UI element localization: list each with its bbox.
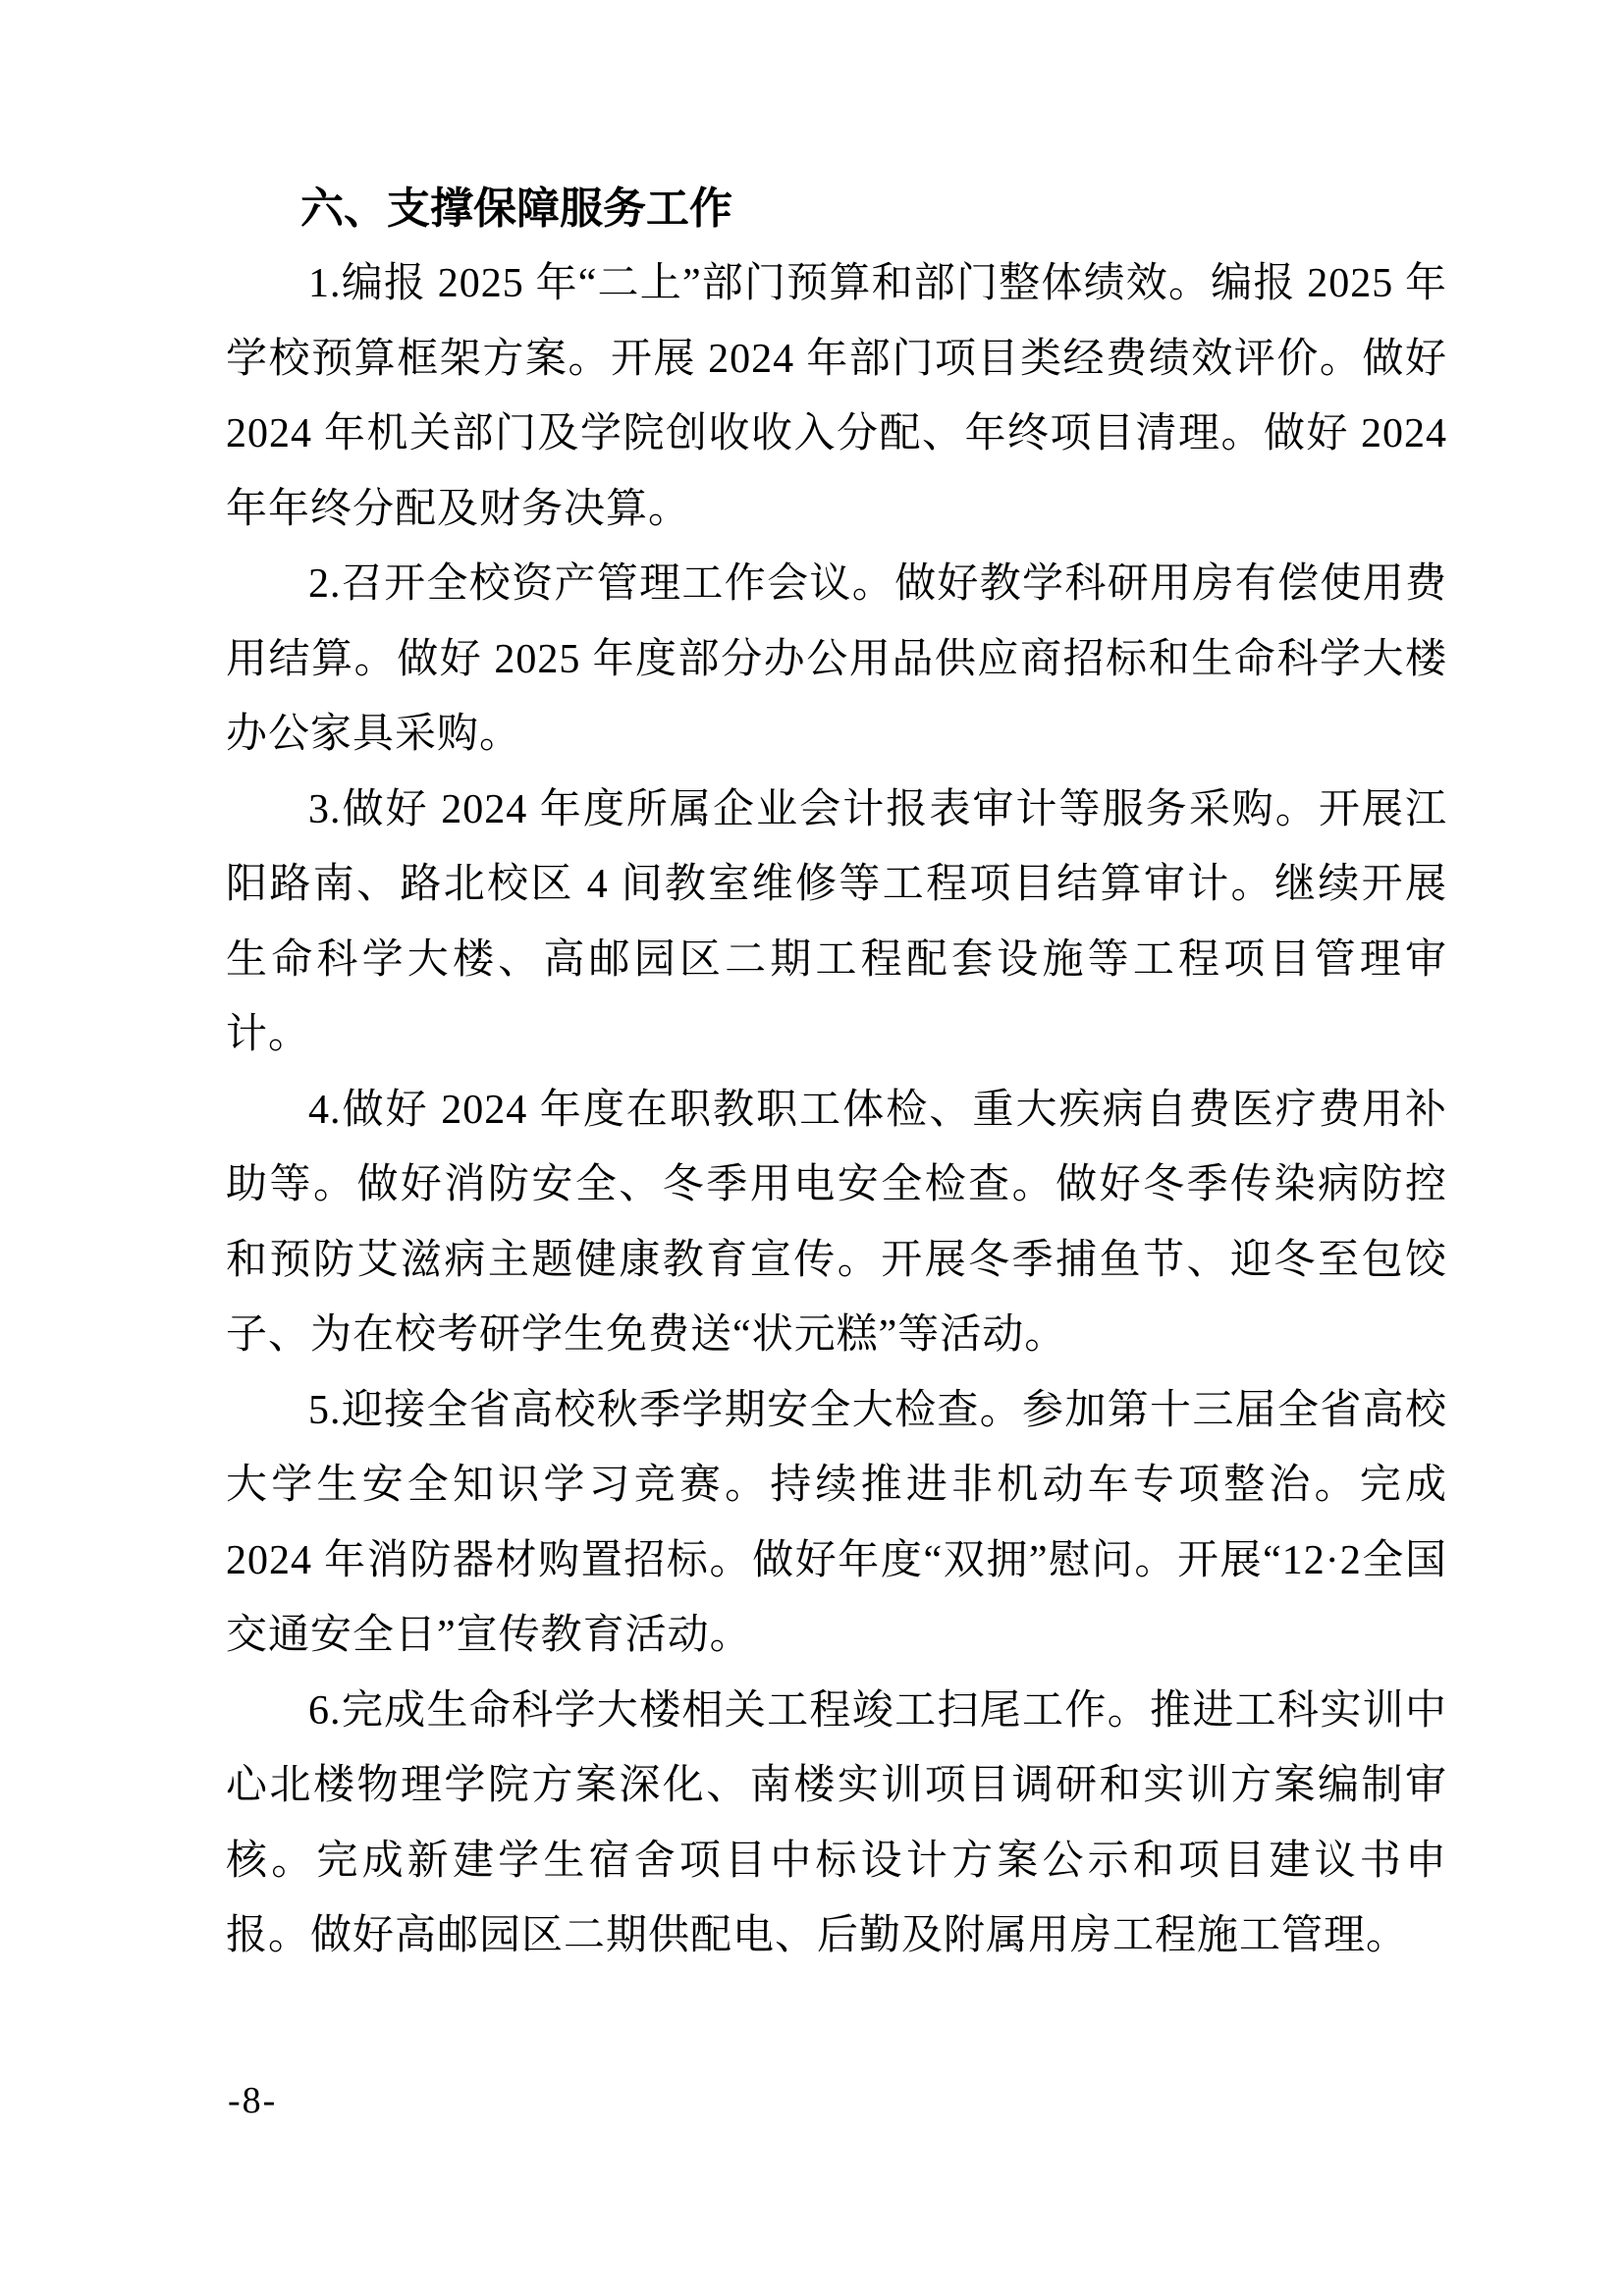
paragraph-5: 5.迎接全省高校秋季学期安全大检查。参加第十三届全省高校大学生安全知识学习竞赛。持续推进非机动车专项整治。完成 2024 年消防器材购置招标。做好年度“双拥”慰问。开展“12·2全国交通安全日”宣传教育活动。 bbox=[226, 1387, 1447, 1658]
paragraph-1: 1.编报 2025 年“二上”部门预算和部门整体绩效。编报 2025 年学校预算框架方案。开展 2024 年部门项目类经费绩效评价。做好 2024 年机关部门及学院创收收入分配、年终项目清理。做好 2024 年年终分配及财务决算。 bbox=[226, 261, 1447, 532]
paragraph-6: 6.完成生命科学大楼相关工程竣工扫尾工作。推进工科实训中心北楼物理学院方案深化、南楼实训项目调研和实训方案编制审核。完成新建学生宿舍项目中标设计方案公示和项目建议书申报。做好高邮园区二期供配电、后勤及附属用房工程施工管理。 bbox=[226, 1687, 1447, 1958]
page-number: -8- bbox=[228, 2080, 278, 2121]
paragraph-3: 3.做好 2024 年度所属企业会计报表审计等服务采购。开展江阳路南、路北校区 4 间教室维修等工程项目结算审计。继续开展生命科学大楼、高邮园区二期工程配套设施等工程项目管理审计。 bbox=[226, 786, 1447, 1057]
section-heading: 六、支撑保障服务工作 bbox=[300, 185, 732, 233]
paragraph-2: 2.召开全校资产管理工作会议。做好教学科研用房有偿使用费用结算。做好 2025 年度部分办公用品供应商招标和生命科学大楼办公家具采购。 bbox=[226, 561, 1447, 757]
document-content bbox=[226, 171, 1447, 1974]
paragraph-4: 4.做好 2024 年度在职教职工体检、重大疾病自费医疗费用补助等。做好消防安全、冬季用电安全检查。做好冬季传染病防控和预防艾滋病主题健康教育宣传。开展冬季捕鱼节、迎冬至包饺子、为在校考研学生免费送“状元糕”等活动。 bbox=[226, 1087, 1447, 1358]
